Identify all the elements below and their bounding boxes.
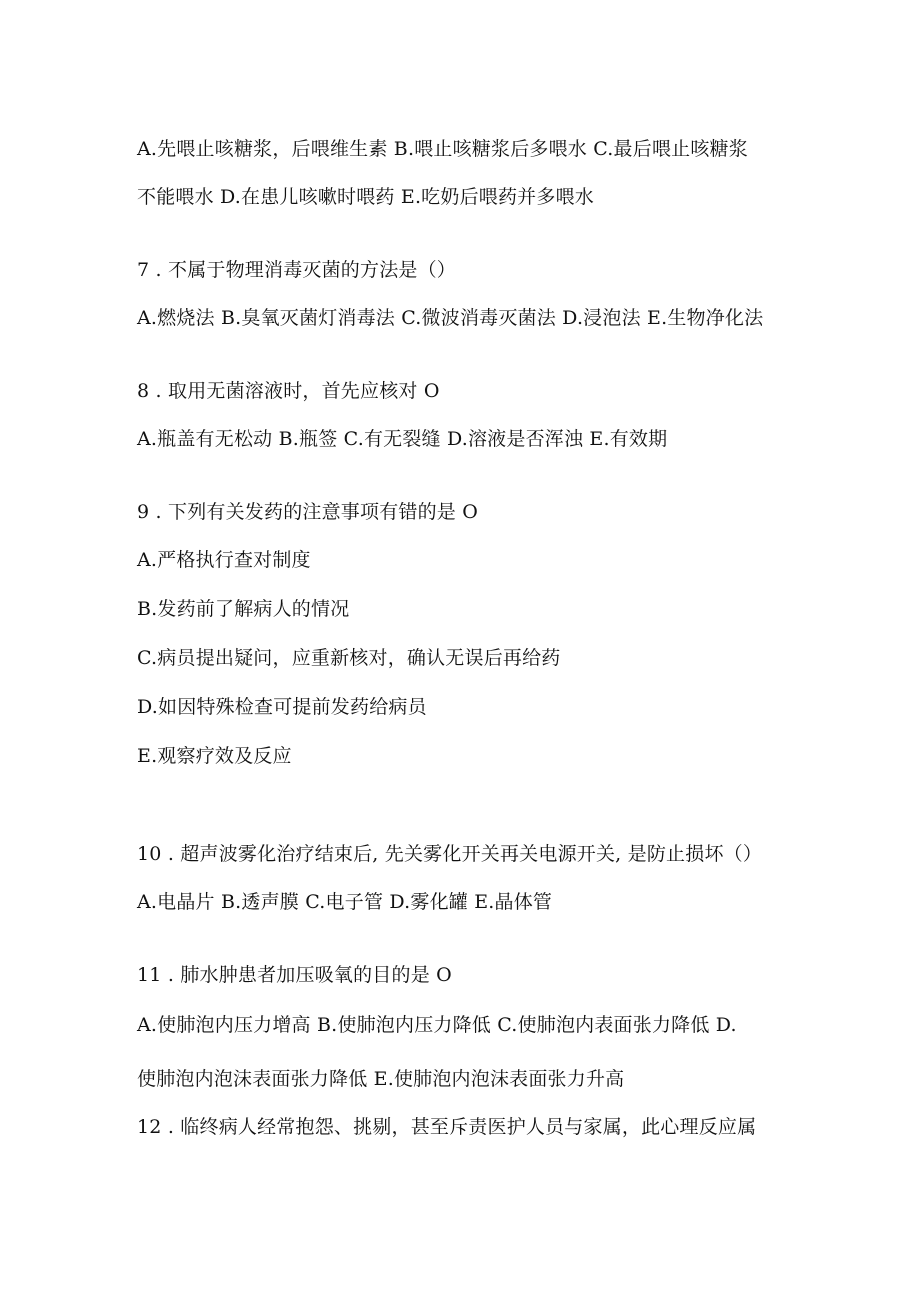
option-line: A.先喂止咳糖浆，后喂维生素 B.喂止咳糖浆后多喂水 C.最后喂止咳糖浆: [137, 138, 748, 160]
option-a: A.严格执行查对制度: [137, 549, 311, 571]
option-line: A.使肺泡内压力增高 B.使肺泡内压力降低 C.使肺泡内表面张力降低 D.: [137, 1014, 737, 1036]
question-11: 11 . 肺水肿患者加压吸氧的目的是 O: [137, 964, 452, 986]
question-7: 7 . 不属于物理消毒灭菌的方法是（）: [137, 259, 457, 281]
option-b: B.发药前了解病人的情况: [137, 598, 350, 620]
option-line: A.电晶片 B.透声膜 C.电子管 D.雾化罐 E.晶体管: [137, 891, 553, 913]
question-12: 12 . 临终病人经常抱怨、挑剔，甚至斥责医护人员与家属，此心理反应属: [137, 1116, 757, 1138]
option-line: A.燃烧法 B.臭氧灭菌灯消毒法 C.微波消毒灭菌法 D.浸泡法 E.生物净化法: [137, 307, 764, 329]
option-d: D.如因特殊检查可提前发药给病员: [137, 696, 427, 718]
option-line: A.瓶盖有无松动 B.瓶签 C.有无裂缝 D.溶液是否浑浊 E.有效期: [137, 428, 668, 450]
option-line: 不能喂水 D.在患儿咳嗽时喂药 E.吃奶后喂药并多喂水: [137, 186, 594, 208]
option-line: 使肺泡内泡沫表面张力降低 E.使肺泡内泡沫表面张力升高: [137, 1068, 625, 1090]
question-9: 9 . 下列有关发药的注意事项有错的是 O: [137, 501, 479, 523]
option-e: E.观察疗效及反应: [137, 745, 292, 767]
question-10: 10 . 超声波雾化治疗结束后, 先关雾化开关再关电源开关, 是防止损坏（）: [137, 843, 763, 865]
option-c: C.病员提出疑问，应重新核对，确认无误后再给药: [137, 647, 561, 669]
question-8: 8 . 取用无菌溶液时，首先应核对 O: [137, 380, 440, 402]
